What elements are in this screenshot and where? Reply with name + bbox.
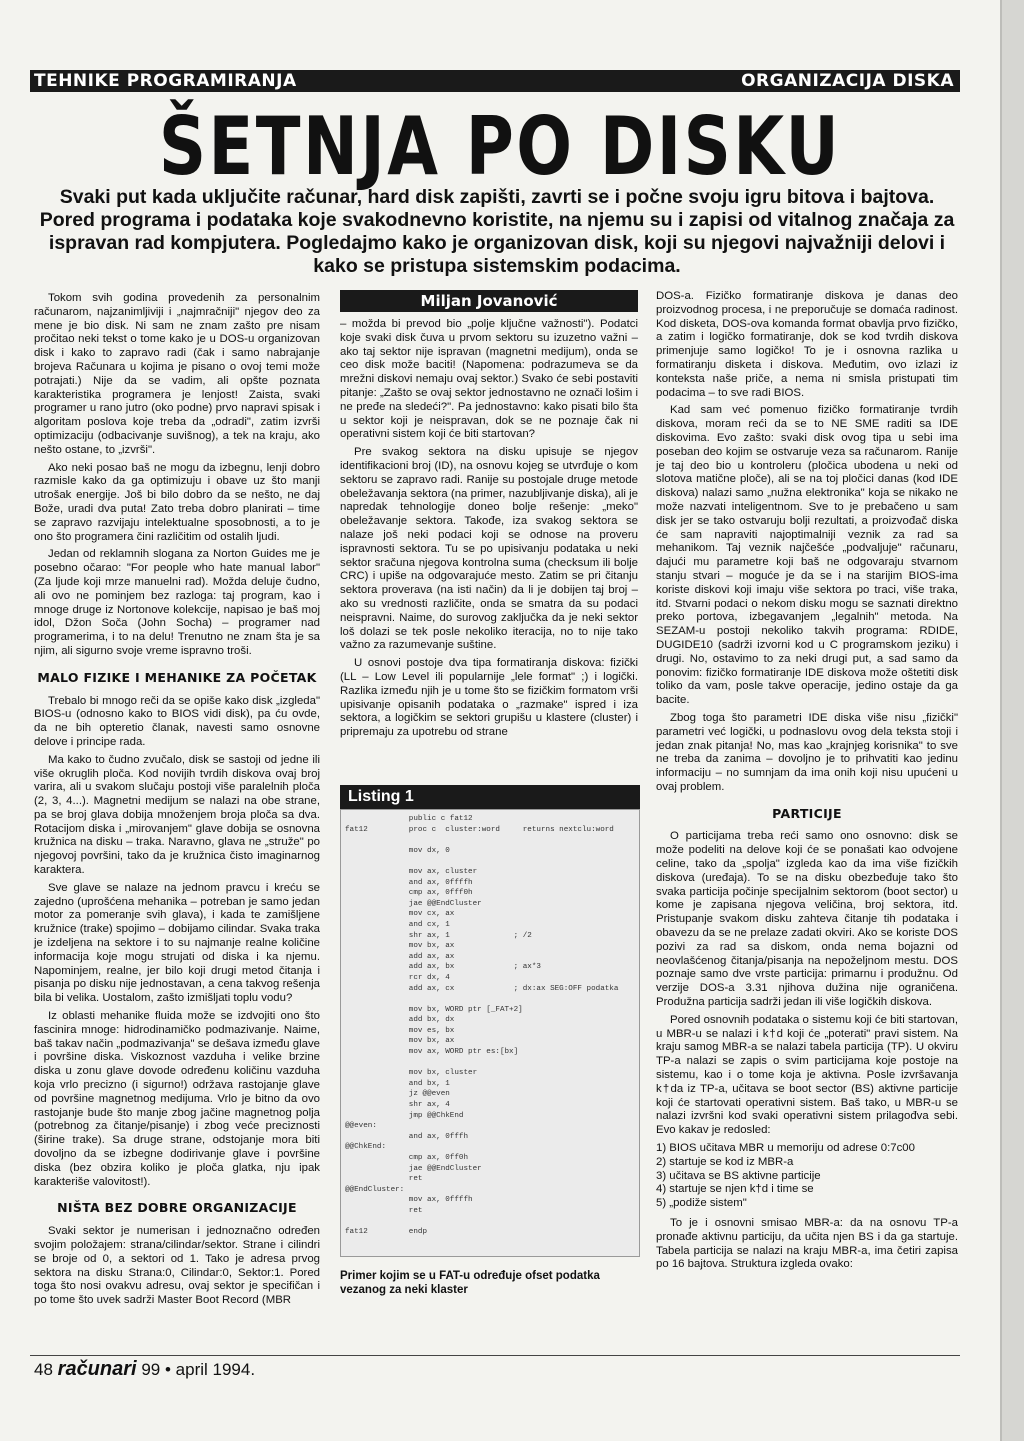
column-3: [656, 290, 958, 1276]
listing-code: public c fat12 fat12 proc c cluster:word returns nextclu:word mov dx, 0 mov ax, cluster and ax, 0ffffh cmp ax, 0fff0h jae @@EndCluster mov cx, ax and cx, 1 shr ax, 1 ; /2 mov bx, ax add ax, ax add ax, bx ; ax*3 rcr dx, 4 add ax, cx ; dx:ax SEG:OFF podatka mov bx, WORD ptr [_FAT+2] add bx, dx mov es, bx mov bx, ax mov ax, WORD ptr es:[bx] mov bx, cluster and bx, 1 jz @@even shr ax, 4 jmp @@ChkEnd @@even: and ax, 0fffh @@ChkEnd: cmp ax, 0ff0h jae @@EndCluster ret @@EndCluster: mov ax, 0ffffh ret fat12 endp: [345, 815, 619, 1237]
paragraph: Tokom svih godina provedenih za personalnim računarom, najzanimljiviji i „najmračniji" njegov deo za mene je bio disk. Ni sam ne znam zašto pre nisam pročitao neki tekst o tome kako je u DOS-u organizovan disk i kako to zapravo radi (čak i samo nabrajanje brojeva Računara u kojima je pisano o ovoj temi može potrajati.) Nije da se vadim, ali opšte poznata karakteristika programera je lenjost! Zaista, svaki programer u rano jutro (oko podne) prvo napravi spisak i algoritam poslova koje treba da „odradi", zatim izvrši optimizaciju (odbacivanje suvišnog), a tek na kraju, ako nešto ostane, to „izvrši".: [34, 292, 320, 456]
list-item: 1) BIOS učitava MBR u memoriju od adrese 0:7c00: [656, 1142, 915, 1155]
column-2: [340, 318, 638, 744]
list-item: 4) startuje se njen k†d i time se: [656, 1183, 814, 1196]
footer-bullet: •: [164, 1360, 171, 1379]
paragraph: Ako neki posao baš ne mogu da izbegnu, lenji dobro razmisle kako da ga optimizuju i obave uz što manji utrošak energije. Još bi bilo dobro da se nešto, ne daj Bože, uradi dva puta! Zato treba dobro planirati – time se zapravo razvijaju intelektualne sposobnosti, a to je ono što programera čini različitim od ostalih ljudi.: [34, 461, 320, 543]
paragraph: – možda bi prevod bio „polje ključne važnosti"). Podatci koje svaki disk čuva u prvom sektoru su izuzetno važni – ako taj sektor nije ispravan (magnetni medijum), onda se ceo disk može baciti! (Napomena: podrazumeva se da mrežni diskovi nemaju ovaj sektor.) Svako će sebi postaviti pitanje: „Zašto se ovaj sektor jednostavno ne označi lošim i ne pređe na sledeći?". Pa jednostavno: kako pisati bilo šta u sektor koji je neispravan, dok se ne poznaje čak ni operativni sistem koji će biti startovan?: [340, 318, 638, 441]
paragraph: Svaki sektor je numerisan i jednoznačno određen svojim položajem: strana/cilindar/sektor. Strane i cilindri se broje od 0, a sektori od 1. Tako je adresa prvog sektora na disku Strana:0, Cilindar:0, Sektor:1. Pored toga što nosi ovakvu adresu, ovaj sektor je specifičan i po tome što uvek sadrži Master Boot Record (MBR: [34, 1225, 320, 1307]
listing-title: Listing 1: [340, 785, 640, 809]
section-label: TEHNIKE PROGRAMIRANJA: [34, 71, 297, 91]
list-item: 2) startuje se kod iz MBR-a: [656, 1155, 794, 1168]
paragraph: To je i osnovni smisao MBR-a: da na osnovu TP-a pronađe aktivnu particiju, da učita njen BS i da ga startuje. Tabela particija se nalazi na kraju MBR-a, ima četiri zapisa po 16 bajtova. Struktura izgleda ovako:: [656, 1217, 958, 1271]
topic-label: ORGANIZACIJA DISKA: [741, 71, 954, 91]
list-item: 5) „podiže sistem": [656, 1197, 747, 1210]
issue-number: 99: [141, 1360, 161, 1379]
paragraph: Sve glave se nalaze na jednom pravcu i kreću se zajedno (uprošćena mehanika – potreban je samo jedan motor za pomeranje svih glava), i kada te zamišljene kružnice (trake) spojimo – dobijamo cilindar. Svaka traka je izdeljena na sektore i to su najmanje realne količine informacija koje mogu strujati od diska i ka njemu. Napominjem, realne, jer bilo koji drugi metod čitanja i pisanja po disku nije jednostavan, a cena takvog rešenja bila bi velika. Uostalom, zašto izmišljati toplu vodu?: [34, 881, 320, 1005]
boot-sequence-list: [656, 1142, 958, 1211]
binder-edge: [1000, 0, 1024, 1441]
paragraph: Jedan od reklamnih slogana za Norton Guides me je posebno očarao: "For people who hate manual labor" (Za ljude koji mrze manuelni rad). Možda deluje čudno, ali ovo ne pominjem bez razloga: taj program, kao i mnoge druge iz Nortonove kolekcije, napisao je baš moj idol, Džon Soča (John Socha) – programer nad programerima, i to na delu! Trenutno ne znam šta je sa njim, ali sigurno svoje vreme ispravno troši.: [34, 548, 320, 657]
issue-date: april 1994.: [175, 1360, 256, 1379]
article-lead: Svaki put kada uključite računar, hard disk zapišti, zavrti se i počne svoju igru bitova i bajtova. Pored programa i podataka koje svakodnevno koristite, na njemu su i zapisi od vitalnog značaja za ispravan rad kompjutera. Pogledajmo kako je organizovan disk, koji su njegovi najvažniji delovi i kako se pristupa sistemskim podacima.: [39, 186, 955, 277]
code-listing: [340, 785, 640, 1330]
paragraph: Zbog toga što parametri IDE diska više nisu „fizički" parametri već logički, u podnaslovu ovog dela teksta stoji i jedan znak pitanja! No, mas kao „krajnjeg korisnika" to sve ne treba da zanima – dovoljno je to prihvatiti kao jedinu informaciju – no sumnjam da ima onih koji nisu upućeni u ovaj problem.: [656, 711, 958, 793]
listing-caption: Primer kojim se u FAT-u određuje ofset podatka vezanog za neki klaster: [340, 1270, 600, 1296]
author-bar: Miljan Jovanović: [340, 290, 638, 312]
subheading: NIŠTA BEZ DOBRE ORGANIZACIJE: [57, 1200, 297, 1216]
subheading: PARTICIJE: [772, 805, 842, 821]
list-item: 3) učitava se BS aktivne particije: [656, 1169, 821, 1182]
page-number: 48: [34, 1360, 53, 1379]
listing-box: [340, 809, 640, 1257]
column-1: [34, 292, 320, 1312]
paragraph: Pored osnovnih podataka o sistemu koji će biti startovan, u MBR-u se nalazi i k†d koji će „poterati" pravi sistem. Na kraju samog MBR-a se nalazi tabela particija (TP). U okviru TP-a nalazi se zapis o svim particijama koje postoje na sistemu, kao i o tome koja je aktivna. Posle izvršavanja k†da iz TP-a, učitava se boot sector (BS) aktivne particije koji će startovati operativni sistem. Baš tako, u MBR-u se nalazi izvršni kod svaki operativni sistem prilagođva sebi. Evo kakav je redosled:: [656, 1013, 958, 1137]
paragraph: O particijama treba reći samo ono osnovno: disk se može podeliti na delove koji će se ponašati kao odvojene celine, tako da „spolja" izgleda kao da ima više fizičkih diskova (uređaja). To se na disku obezbeđuje tako što svaka particija počinje specijalnim sektorom (boot sector) u kome je zapisana njegova veličina, broj sektora, itd. Pristupanje svakom disku zahteva čitanje tih podataka i obavezu da se ne prelaze zadati okviri. Ako se koriste DOS pozivi za rad sa diskom, onda nema bojazni od neovlašćenog čitanja/pisanja na nepoželjnom mestu. DOS poznaje samo dve vrste particija: primarnu i produžnu. Od verzije DOS-a 3.31 njihova dužina nije ograničena. Produžna particija sadrži jedan ili više logičkih diskova.: [656, 830, 958, 1009]
paragraph: DOS-a. Fizičko formatiranje diskova je danas deo proizvodnog procesa, i ne preporučuje se domaća radinost. Kod disketa, DOS-ova komanda format obavlja prvo fizičko, a zatim i logičko formatiranje, dok se kod tvrdih diskova primenjuje samo logičko! To je i osnovna razlika u formatiranju disketa i diskova. Međutim, ovo izlazi iz konteksta naše priče, a nema ni smisla pristupati tim podacima – to sve radi BIOS.: [656, 290, 958, 399]
paragraph: U osnovi postoje dva tipa formatiranja diskova: fizički (LL – Low Level ili popularnije „lele format" ;) i logički. Razlika između njih je u tome što se fizičkim formatom vrši upisivanje opisanih podataka o „razmake" ispred i iza sektora, a logičkim se sektori grupišu u klastere (cluster) i pripremaju za upotrebu od strane: [340, 657, 638, 739]
page-footer: [34, 1358, 255, 1381]
header-bar: [30, 70, 960, 92]
footer-rule: [30, 1355, 960, 1356]
magazine-brand: računari: [57, 1358, 137, 1380]
subheading: MALO FIZIKE I MEHANIKE ZA POČETAK: [37, 669, 317, 685]
paragraph: Pre svakog sektora na disku upisuje se njegov identifikacioni broj (ID), na osnovu kojeg se utvrđuje o kom sektoru se zapravo radi. Ranije su postojale druge metode obeležavanja sektora (na primer, nazubljivanje diska), ali je napredak tehnologije doneo bolje rešenje: „meko" obeležavanje sektora. Takođe, iza svakog sektora se nalaze još neki podaci koji se odnose na proveru ispravnosti sektora. Tu se po upisivanju podataka u neki sektor sračuna njegova kontrolna suma (checksum ili bolje CRC) i upiše na odgovarajuće mesto. Zatim se pri čitanju sektora proverava (na isti način) da li je dobijen taj broj – ako su vrednosti različite, onda se smatra da su podaci neispravni. Naime, do surovog zaključka da je neki sektor loš dolazi se tek posle nekoliko iteracija, no to nije tako važno za razumevanje suštine.: [340, 446, 638, 652]
article-title: ŠETNJA PO DISKU: [158, 100, 842, 193]
paragraph: Kad sam već pomenuo fizičko formatiranje tvrdih diskova, moram reći da se to NE SME raditi sa IDE diskovima. Evo zašto: svaki disk ovog tipa u sebi ima poseban deo kojim se ostvaruje veza sa računarom. Ranije je taj deo bio u kontroleru (pločica ubodena u neki od slotova matične ploče), ali se na toj pločici danas (kod IDE diskova) nalazi samo „nužna elektronika" koja se nikako ne može nazvati inteligentnom. Sve to je prebačeno u sam disk jer se tako ostvaruju bolji rezultati, a proizvođač diska će sam napraviti najoptimalniji veznik za rad sa mehanikom. Taj veznik najčešće „podvaljuje" računaru, dajući mu parametre koji baš ne odgovaraju stvarnom stanju stvari – moguće je da se i na starijim BIOS-ima koriste diskovi koji imaju više sektora po traci, više traka, itd. Stvarni podaci o nekom disku mogu se saznati direktno preko portova, izbegavanjem „legalnih" metoda. Na SEZAM-u postoji nekoliko takvih programa: RDIDE, DUGIDE10 (sadrži izvorni kod u C programskom jeziku) i drugi. No, ostavimo to za neki drugi put, a sad samo da ponovim: fizičko formatiranje IDE diskova može oštetiti disk toliko da vam, posle takve operacije, jedino ostaje da ga bacite.: [656, 404, 958, 707]
paragraph: Trebalo bi mnogo reči da se opiše kako disk „izgleda" BIOS-u (odnosno kako to BIOS vidi disk), pa ću ovde, da ne bih opteretio članak, navesti samo osnovne delove i principe rada.: [34, 694, 320, 748]
paragraph: Iz oblasti mehanike fluida može se izdvojiti ono što fascinira mnoge: hidrodinamičko podmazivanje. Naime, baš takav način „podmazivanja" se dešava između glave i površine diska. Viskoznost vazduha i velike brzine diska u zonu glave dovode određenu količinu vazduha koja vrlo precizno (i sigurno!) održava rastojanje glave od površine magnetnog medijuma. Vrlo je bitno da ovo rastojanje bude što manje zbog jačine magnetnog polja (potrebnog za čitanje/pisanje) i zbog veće preciznosti (širine trake). Sa druge strane, odstojanje mora biti dovoljno da se izbegne dodirivanje glave i površine diska (bez obzira koliko je ploča glatka, nju ipak karakteriše valovitost!).: [34, 1010, 320, 1188]
paragraph: Ma kako to čudno zvučalo, disk se sastoji od jedne ili više okruglih ploča. Kod novijih tvrdih diskova ovaj broj varira, ali u svakom slučaju postoji više paralelnih ploča (2, 3, 4...). Magnetni medijum se nalazi na obe strane, pa se broj glava dobija množenjem broja ploča sa dva. Rotacijom diska i „mirovanjem" glave dobija se osnovna kružnica na disku – traka. Naravno, glava ne „struže" po njegovoj površini, tako da je kružnica čisto imaginarnog karaktera.: [34, 753, 320, 877]
